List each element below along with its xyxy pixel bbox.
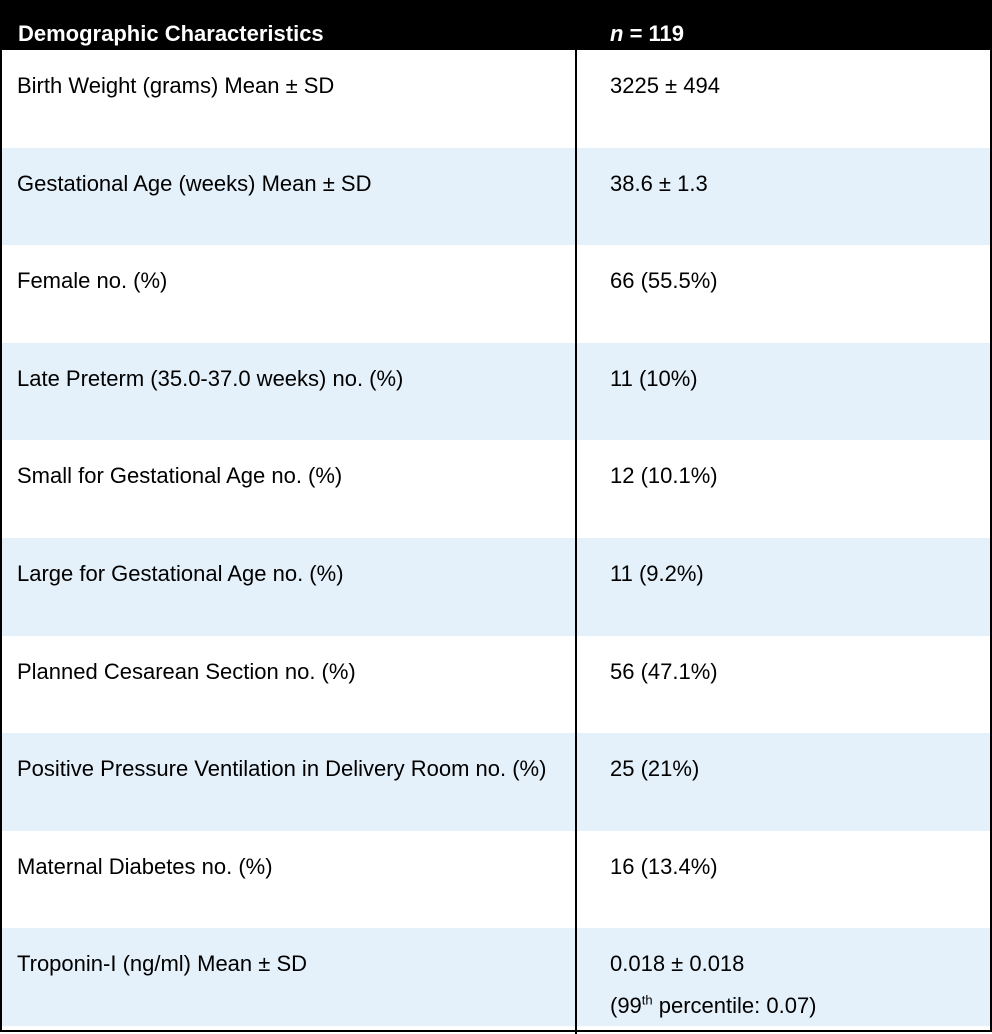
row-label: Gestational Age (weeks) Mean ± SD [17,170,372,196]
row-label: Large for Gestational Age no. (%) [17,560,344,586]
row-label: Troponin-I (ng/ml) Mean ± SD [17,951,308,977]
percentile-note [610,994,980,1018]
percentile-note-prefix: (99 [610,993,642,1019]
row-label: Birth Weight (grams) Mean ± SD [17,73,335,98]
table-row [2,50,990,148]
header-characteristics: Demographic Characteristics [18,21,324,46]
table-row [2,440,990,538]
percentile-note-ordinal: th [641,993,653,1009]
table-row [2,538,990,636]
row-label: Late Preterm (35.0-37.0 weeks) no. (%) [17,365,404,391]
column-divider [575,50,577,1034]
row-value-troponin [610,946,980,1018]
table-row [2,831,990,929]
row-value: 25 (21%) [610,756,700,782]
table-header [2,2,990,50]
table-row [2,928,990,1026]
row-value: 38.6 ± 1.3 [610,170,708,196]
header-n-symbol: n [610,21,624,46]
row-value: 11 (9.2%) [610,560,704,586]
table-row [2,245,990,343]
row-value: 66 (55.5%) [610,268,718,294]
header-sample-size [610,20,684,48]
row-label: Female no. (%) [17,268,168,294]
row-value: 3225 ± 494 [610,73,720,98]
row-value: 12 (10.1%) [610,463,718,489]
row-value: 16 (13.4%) [610,853,718,879]
table-body [2,50,990,1026]
row-value: 0.018 ± 0.018 [610,951,745,977]
table-row [2,733,990,831]
row-label: Small for Gestational Age no. (%) [17,463,343,489]
row-label: Planned Cesarean Section no. (%) [17,658,356,684]
header-n-value: = 119 [623,21,685,46]
row-value: 56 (47.1%) [610,658,718,684]
table-row [2,636,990,734]
table-row [2,148,990,246]
row-value: 11 (10%) [610,365,698,391]
table-row [2,343,990,441]
row-label: Positive Pressure Ventilation in Delivery Room no. (%) [17,756,547,782]
row-label: Maternal Diabetes no. (%) [17,853,273,879]
percentile-note-suffix: percentile: 0.07) [652,993,817,1019]
